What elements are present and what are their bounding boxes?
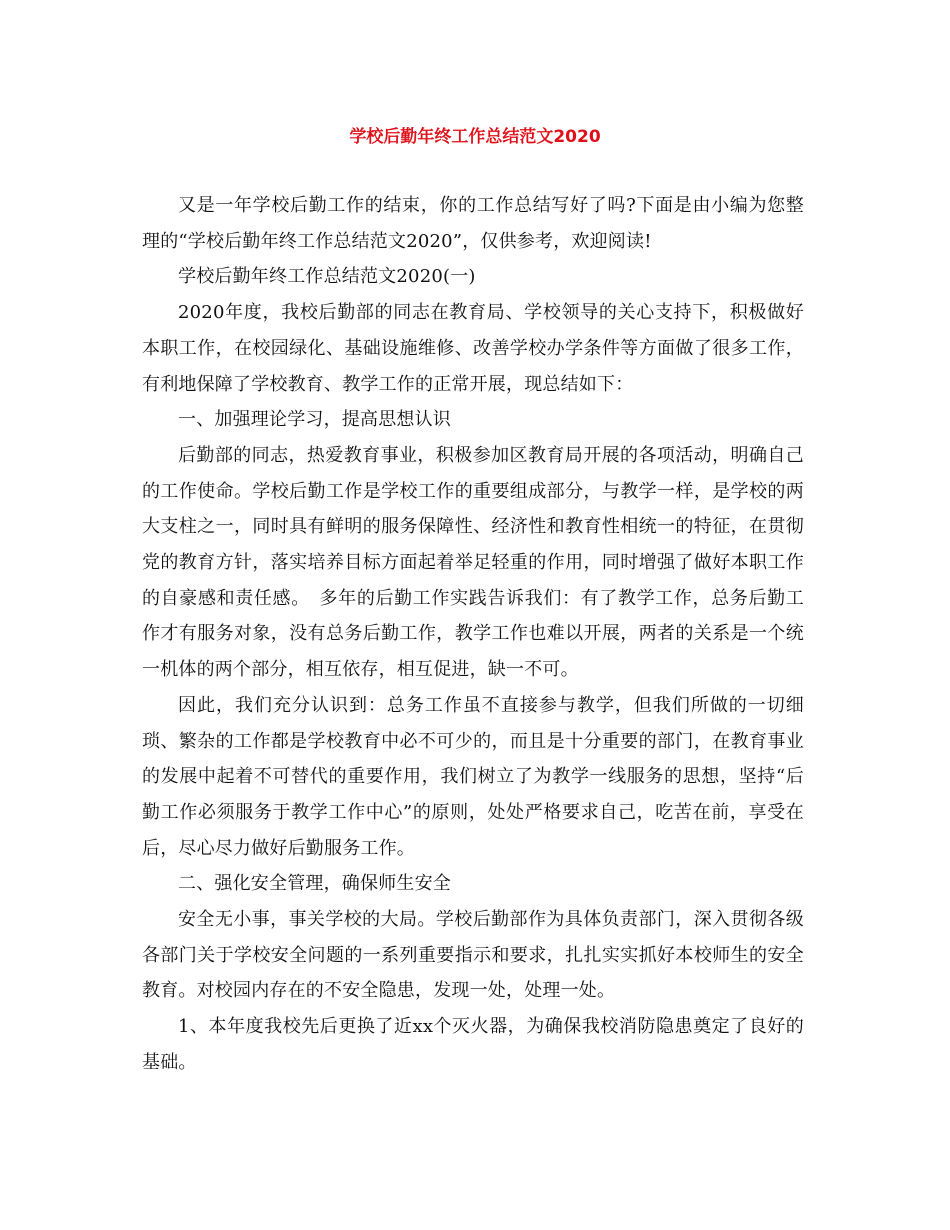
- document-title: 学校后勤年终工作总结范文2020: [349, 127, 601, 147]
- body-paragraph: 后勤部的同志，热爱教育事业，积极参加区教育局开展的各项活动，明确自己的工作使命。学校后勤工作是学校工作的重要组成部分，与教学一样，是学校的两大支柱之一，同时具有鲜明的服务保障性、经济性和教育性相统一的特征，在贯彻党的教育方针，落实培养目标方面起着举足轻重的作用，同时增强了做好本职工作的自豪感和责任感。 多年的后勤工作实践告诉我们：有了教学工作，总务后勤工作才有服务对象，没有总务后勤工作，教学工作也难以开展，两者的关系是一个统一机体的两个部分，相互依存，相互促进，缺一不可。: [142, 444, 804, 681]
- subsection-heading: 一、加强理论学习，提高思想认识: [178, 409, 451, 431]
- body-paragraph: 因此，我们充分认识到：总务工作虽不直接参与教学，但我们所做的一切细琐、繁杂的工作都是学校教育中必不可少的，而且是十分重要的部门，在教育事业的发展中起着不可替代的重要作用，我们树立了为教学一线服务的思想，坚持“后勤工作必须服务于教学工作中心”的原则，处处严格要求自己，吃苦在前，享受在后，尽心尽力做好后勤服务工作。: [142, 694, 804, 859]
- section-heading: 学校后勤年终工作总结范文2020(一): [178, 266, 476, 288]
- list-item: 1、本年度我校先后更换了近xx个灭火器，为确保我校消防隐患奠定了良好的基础。: [142, 1016, 804, 1073]
- body-paragraph: 2020年度，我校后勤部的同志在教育局、学校领导的关心支持下，积极做好本职工作，在校园绿化、基础设施维修、改善学校办学条件等方面做了很多工作，有利地保障了学校教育、教学工作的正常开展，现总结如下：: [142, 302, 804, 395]
- intro-paragraph: 又是一年学校后勤工作的结束，你的工作总结写好了吗?下面是由小编为您整理的“学校后勤年终工作总结范文2020”，仅供参考，欢迎阅读!: [142, 195, 804, 252]
- body-paragraph: 安全无小事，事关学校的大局。学校后勤部作为具体负责部门，深入贯彻各级各部门关于学校安全问题的一系列重要指示和要求，扎扎实实抓好本校师生的安全教育。对校园内存在的不安全隐患，发现一处，处理一处。: [142, 909, 804, 1002]
- subsection-heading: 二、强化安全管理，确保师生安全: [178, 873, 451, 895]
- document-body: [142, 188, 804, 1081]
